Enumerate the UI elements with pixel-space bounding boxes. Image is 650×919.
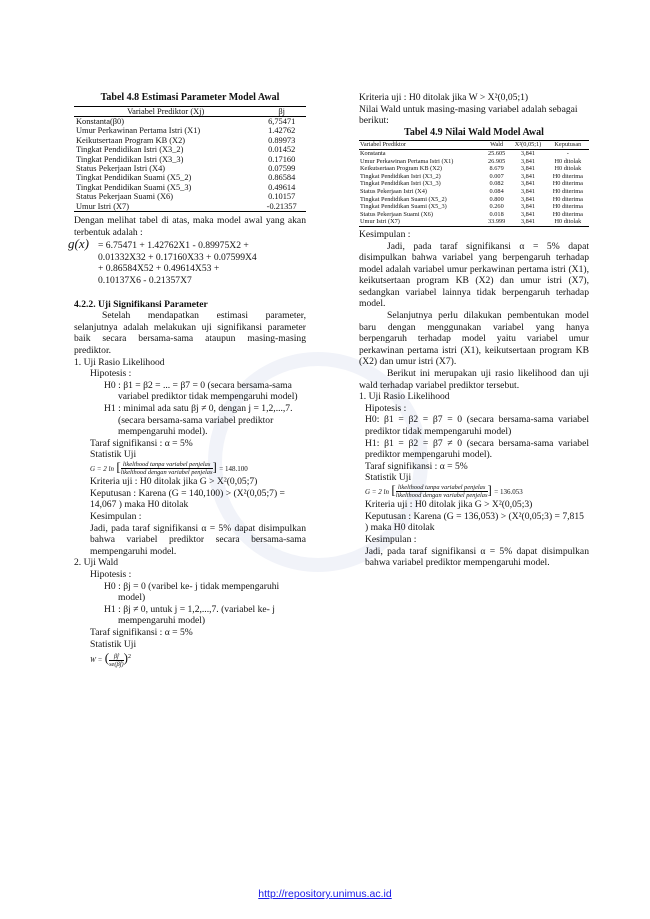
g-statistic-formula: G = 2 ln [ $\frac{\text{likelihood tanpa variabel penjelas}}{\text{likelihood dengan variabel penjelas}}$ ] = 136.053 <box>365 481 523 500</box>
label: Kesimpulan : <box>90 511 142 523</box>
decision-cell: - <box>566 149 569 157</box>
chi-square-cell: 3,841 <box>509 218 546 226</box>
decision-cell: H0 diterima <box>552 195 583 203</box>
chi-square-cell: 3,841 <box>520 203 536 211</box>
list-item-title: 1. Uji Rasio Likelihood <box>359 391 450 403</box>
table-row <box>359 158 589 166</box>
denominator: se(β̂j) <box>109 660 124 668</box>
label: Statistik Uji <box>365 472 412 484</box>
table-row <box>74 145 306 154</box>
label: Kesimpulan : <box>365 534 417 546</box>
table-row <box>359 203 589 211</box>
test-criterion: Kriteria uji : H0 ditolak jika W > X²(0,05;1) <box>359 92 529 103</box>
hypothesis-h1: H1: β1 = β2 = β7 ≠ 0 (secara bersama-sama variabel prediktor mempengaruhi model). <box>365 437 589 461</box>
paragraph: Berikut ini merupakan uji rasio likelihood dan uji wald terhadap variabel prediktor tersebut. <box>359 368 589 391</box>
estimate-cell: 0.89973 <box>268 135 296 145</box>
left-column <box>68 92 306 668</box>
decision-cell: H0 ditolak <box>547 218 589 226</box>
conclusion: Jadi, pada taraf signifikansi α = 5% dapat disimpulkan bahwa variabel prediktor secara bersama-sama mempengaruhi model. <box>90 522 306 557</box>
wald-cell: 33.999 <box>484 218 509 226</box>
table-row <box>359 165 589 173</box>
table-row <box>359 173 589 181</box>
decision-cell: H0 ditolak <box>554 157 582 165</box>
hypothesis-h0: H0 : β1 = β2 = ... = β7 = 0 (secara bersama-sama variabel prediktor tidak mempengaruhi model) <box>104 379 298 403</box>
equation-line: 0.01332X32 + 0.17160X33 + 0.07599X4 <box>98 251 257 263</box>
wald-cell: 26.905 <box>487 157 506 165</box>
wald-cell: 0.018 <box>489 210 504 218</box>
wald-cell: 0.084 <box>489 187 504 195</box>
variable-cell: Keikutsertaan Program KB (X2) <box>360 165 443 173</box>
label: Hipotesis : <box>90 368 132 380</box>
wald-cell: 0.082 <box>489 180 504 188</box>
table-row <box>74 117 306 127</box>
decision-cell: H0 diterima <box>552 180 583 188</box>
variable-cell: Konstanta <box>360 149 386 157</box>
estimate-cell: 1.42762 <box>268 126 296 136</box>
section-heading: 4.2.2. Uji Signifikansi Parameter <box>74 298 208 310</box>
estimate-cell: -0.21357 <box>257 202 306 212</box>
numerator: likelihood tanpa variabel penjelas <box>121 461 213 469</box>
numerator: β̂j <box>109 653 124 661</box>
variable-cell: Umur Perkawinan Pertama Istri (X1) <box>76 126 201 136</box>
table-row <box>74 136 306 145</box>
table-row <box>74 164 306 173</box>
estimate-cell: 0.01452 <box>268 145 296 155</box>
wald-cell: 0.260 <box>489 203 504 211</box>
chi-square-cell: 3,841 <box>520 172 536 180</box>
table-4-8-caption: Tabel 4.8 Estimasi Parameter Model Awal <box>100 92 280 103</box>
wald-cell: 8.679 <box>489 165 504 173</box>
table-4-9-caption: Tabel 4.9 Nilai Wald Model Awal <box>404 126 544 138</box>
table-row <box>74 202 306 212</box>
table-row <box>74 192 306 201</box>
chi-square-cell: 3,841 <box>520 149 536 157</box>
estimate-cell: 0.07599 <box>268 164 296 174</box>
variable-cell: Umur Istri (X7) <box>359 218 484 226</box>
hypothesis-h1: H1 : minimal ada satu βj ≠ 0, dengan j = 1,2,...,7. (secara bersama-sama variabel prediktor mempengaruhi model). <box>104 402 293 438</box>
paragraph: Dengan melihat tabel di atas, maka model awal yang akan terbentuk adalah : <box>74 215 306 238</box>
decision: Keputusan : Karena (G = 136,053) > (X²(0,05;3) = 7,815 ) maka H0 ditolak <box>365 510 584 534</box>
label: Hipotesis : <box>90 568 132 580</box>
significance-level: Taraf signifikansi : α = 5% <box>90 626 193 638</box>
variable-cell: Konstanta(β0) <box>76 117 124 126</box>
paragraph: Setelah mendapatkan estimasi parameter, selanjutnya adalah melakukan uji signifikansi parameter baik secara bersama-sama ataupun masing-masing prediktor. <box>74 310 306 356</box>
table-row <box>359 218 589 226</box>
denominator: likelihood dengan variabel penjelas <box>395 492 488 500</box>
test-criterion: Kriteria uji : H0 ditolak jika G > X²(0,05;7) <box>90 476 258 488</box>
table-header: X²(0,05;1) <box>509 141 546 150</box>
formula-value: = 136.053 <box>494 487 523 496</box>
hypothesis-h0: H0 : βj = 0 (varibel ke- j tidak mempengaruhi model) <box>104 580 280 604</box>
variable-cell: Tingkat Pendidikan Suami (X5_2) <box>360 195 447 203</box>
formula-prefix: G = 2 ln <box>90 464 114 473</box>
wald-cell: 25.605 <box>487 149 506 157</box>
variable-cell: Tingkat Pendidikan Suami (X5_3) <box>76 182 192 192</box>
paragraph: Jadi, pada taraf signifikansi α = 5% dapat disimpulkan bahwa variabel yang berpengaruh terhadap model adalah variabel umur perkawinan pertama istri (X1), keikutsertaan program KB (X2) dan umur istri (X7), sedangkan variabel lainnya tidak berpengaruh terhadap model. <box>359 240 589 310</box>
decision-cell: H0 diterima <box>552 172 583 180</box>
table-row <box>359 188 589 196</box>
table-row <box>359 149 589 157</box>
chi-square-cell: 3,841 <box>520 180 536 188</box>
table-4-8 <box>74 106 306 212</box>
table-row <box>74 173 306 182</box>
table-header: Variabel Prediktor (Xj) <box>74 106 257 116</box>
hypothesis-h1: H1 : βj ≠ 0, untuk j = 1,2,...,7. (variabel ke- j mempengaruhi model) <box>104 603 275 627</box>
table-row <box>359 196 589 204</box>
right-column <box>359 92 589 569</box>
paragraph: Nilai Wald untuk masing-masing variabel adalah sebagai berikut: <box>359 103 578 127</box>
formula-prefix: W = <box>90 656 103 665</box>
estimate-cell: 6,75471 <box>268 117 296 126</box>
table-header: Variabel Prediktor <box>359 141 484 150</box>
table-row <box>74 155 306 164</box>
significance-level: Taraf signifikansi : α = 5% <box>365 460 468 472</box>
paragraph: Selanjutnya perlu dilakukan pembentukan model baru dengan menggunakan variabel yang hanya berpengaruh terhadap model yaitu variabel umur perkawinan pertama istri (X1), keikutsertaan program KB (X2) dan umur istri (X7). <box>359 310 589 368</box>
equation-line: = 6.75471 + 1.42762X1 - 0.89975X2 + <box>98 240 249 252</box>
decision-cell: H0 diterima <box>552 210 583 218</box>
decision-cell: H0 ditolak <box>554 165 582 173</box>
variable-cell: Tingkat Pendidikan Suami (X5_3) <box>360 203 447 211</box>
formula-fraction <box>109 653 124 668</box>
estimate-cell: 0.17160 <box>268 154 296 164</box>
label: Hipotesis : <box>365 402 407 414</box>
equation-line: + 0.86584X52 + 0.49614X53 + <box>98 263 220 275</box>
table-header: βj <box>257 106 306 116</box>
conclusion: Jadi, pada taraf signifikansi α = 5% dapat disimpulkan bahwa variabel prediktor mempengaruhi model. <box>365 545 589 569</box>
formula-value: = 148.100 <box>219 464 248 473</box>
formula-fraction <box>396 484 488 499</box>
repository-url-link[interactable]: http://repository.unimus.ac.id <box>258 888 392 900</box>
variable-cell: Umur Perkawinan Pertama Istri (X1) <box>360 157 454 165</box>
label: Statistik Uji <box>90 638 137 650</box>
label: Kesimpulan : <box>359 228 411 240</box>
chi-square-cell: 3,841 <box>520 195 536 203</box>
variable-cell: Tingkat Pendidikan Istri (X3_2) <box>360 172 441 180</box>
chi-square-cell: 3,841 <box>520 157 536 165</box>
chi-square-cell: 3,841 <box>520 187 536 195</box>
estimate-cell: 0.49614 <box>268 182 296 192</box>
numerator: likelihood tanpa variabel penjelas <box>396 484 488 492</box>
variable-cell: Tingkat Pendidikan Istri (X3_3) <box>76 154 184 164</box>
wald-cell: 0.007 <box>489 172 504 180</box>
table-row <box>359 211 589 219</box>
list-item-title: 1. Uji Rasio Likelihood <box>74 356 165 368</box>
model-equation <box>68 236 306 252</box>
variable-cell: Keikutsertaan Program KB (X2) <box>76 135 186 145</box>
label: Statistik Uji <box>90 449 137 461</box>
table-row <box>74 183 306 192</box>
estimate-cell: 0.10157 <box>268 192 296 202</box>
equation-line: 0.10137X6 - 0.21357X7 <box>98 275 192 287</box>
variable-cell: Tingkat Pendidikan Suami (X5_2) <box>76 173 192 183</box>
decision-cell: H0 diterima <box>552 203 583 211</box>
table-header: Wald <box>484 141 509 150</box>
denominator: likelihood dengan variabel penjelas <box>120 469 213 477</box>
hypothesis-h0: H0: β1 = β2 = β7 = 0 (secara bersama-sama variabel prediktor tidak mempengaruhi model) <box>365 414 589 437</box>
table-4-9 <box>359 140 589 227</box>
chi-square-cell: 3,841 <box>520 210 536 218</box>
variable-cell: Status Pekerjaan Suami (X6) <box>360 210 433 218</box>
table-row <box>359 180 589 188</box>
wald-cell: 0.800 <box>489 195 504 203</box>
test-criterion: Kriteria uji : H0 ditolak jika G > X²(0,05;3) <box>365 499 533 511</box>
decision-cell: H0 diterima <box>552 187 583 195</box>
variable-cell: Status Pekerjaan Istri (X4) <box>76 164 166 174</box>
variable-cell: Umur Istri (X7) <box>74 202 257 212</box>
formula-fraction <box>121 461 213 476</box>
significance-level: Taraf signifikansi : α = 5% <box>90 437 193 449</box>
formula-prefix: G = 2 ln <box>365 487 389 496</box>
variable-cell: Tingkat Pendidikan Istri (X3_2) <box>76 145 184 155</box>
estimate-cell: 0.86584 <box>268 173 296 183</box>
table-header: Keputusan <box>547 141 589 150</box>
chi-square-cell: 3,841 <box>520 165 536 173</box>
g-label: g(x) <box>68 236 89 252</box>
variable-cell: Status Pekerjaan Suami (X6) <box>76 192 173 202</box>
variable-cell: Tingkat Pendidikan Istri (X3_3) <box>360 180 441 188</box>
table-row <box>74 126 306 135</box>
variable-cell: Status Pekerjaan Istri (X4) <box>360 187 427 195</box>
wald-formula: W = ( $\frac{\betâj}{se(\betâj)}$ )$^2$ <box>90 650 131 668</box>
list-item-title: 2. Uji Wald <box>74 557 119 569</box>
decision: Keputusan : Karena (G = 140,100) > (X²(0,05;7) = 14,067 ) maka H0 ditolak <box>90 487 285 511</box>
g-statistic-formula: G = 2 ln [ $\frac{\text{likelihood tanpa variabel penjelas}}{\text{likelihood dengan variabel penjelas}}$ ] = 148.100 <box>90 458 248 477</box>
